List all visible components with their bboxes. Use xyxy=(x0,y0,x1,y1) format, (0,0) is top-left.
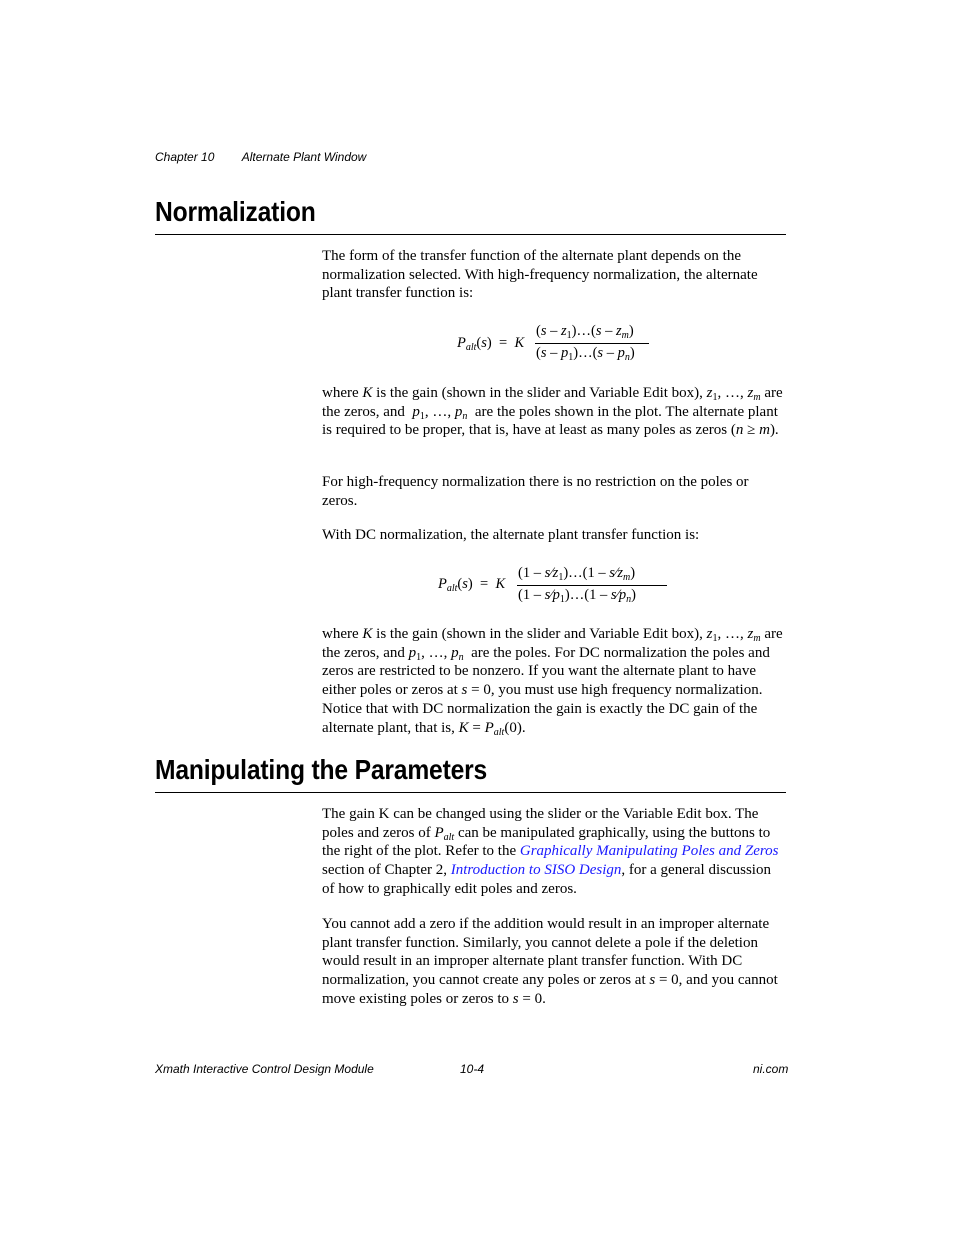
section-rule xyxy=(155,792,786,793)
link-graphically-manipulating[interactable]: Graphically Manipulating Poles and Zeros xyxy=(519,843,779,860)
paragraph: For high-frequency normalization there is no restriction on the poles or zeros. xyxy=(322,474,749,509)
footer-manual-title: Xmath Interactive Control Design Module xyxy=(155,1062,374,1076)
footer-website: ni.com xyxy=(753,1062,789,1076)
chapter-number: Chapter 10 xyxy=(155,150,215,164)
section-title-manipulating: Manipulating the Parameters xyxy=(155,754,488,785)
paragraph: where K is the gain (shown in the slider and Variable Edit box), $z_1$, …, $z_m$ are the zeros, and $p_1$, …, $p_n$ are the poles shown in the plot. The alternate plant is required to be proper, that is, have at least as many poles as zeros (n ≥ m). xyxy=(322,385,783,439)
paragraph: The gain K can be changed using the slider or the Variable Edit box. The poles and zeros of $P_{alt}$ can be manipulated graphically, using the buttons to the right of the plot. Refer to the Graphically Manipulating Poles and Zeros section of Chapter 2, Introduction to SISO Design, for a general discussion of how to graphically edit poles and zeros. xyxy=(322,806,779,897)
paragraph: You cannot add a zero if the addition would result in an improper alternate plant transfer function. Similarly, you cannot delete a pole if the deletion would result in an improper alternate plant transfer function. With DC normalization, you cannot create any poles or zeros at s = 0, and you cannot move existing poles or zeros to s = 0. xyxy=(322,916,778,1007)
link-intro-siso-design[interactable]: Introduction to SISO Design xyxy=(450,862,622,879)
running-header xyxy=(155,150,366,164)
section-title-normalization: Normalization xyxy=(155,196,316,227)
paragraph: The form of the transfer function of the alternate plant depends on the normalization selected. With high-frequency normalization, the alternate plant transfer function is: xyxy=(322,248,758,302)
chapter-title: Alternate Plant Window xyxy=(241,150,367,164)
footer-page-number: 10-4 xyxy=(460,1062,485,1076)
paragraph: where K is the gain (shown in the slider and Variable Edit box), $z_1$, …, $z_m$ are the zeros, and $p_1$, …, $p_n$ are the poles. For DC normalization the poles and zeros are restricted to be nonzero. If you want the alternate plant to have either poles or zeros at s = 0, you must use high frequency normalization. Notice that with DC normalization the gain is exactly the DC gain of the alternate plant, that is, $K = P_{alt}(0)$. xyxy=(322,626,783,738)
section-rule xyxy=(155,234,786,235)
paragraph: With DC normalization, the alternate plant transfer function is: xyxy=(322,527,700,543)
